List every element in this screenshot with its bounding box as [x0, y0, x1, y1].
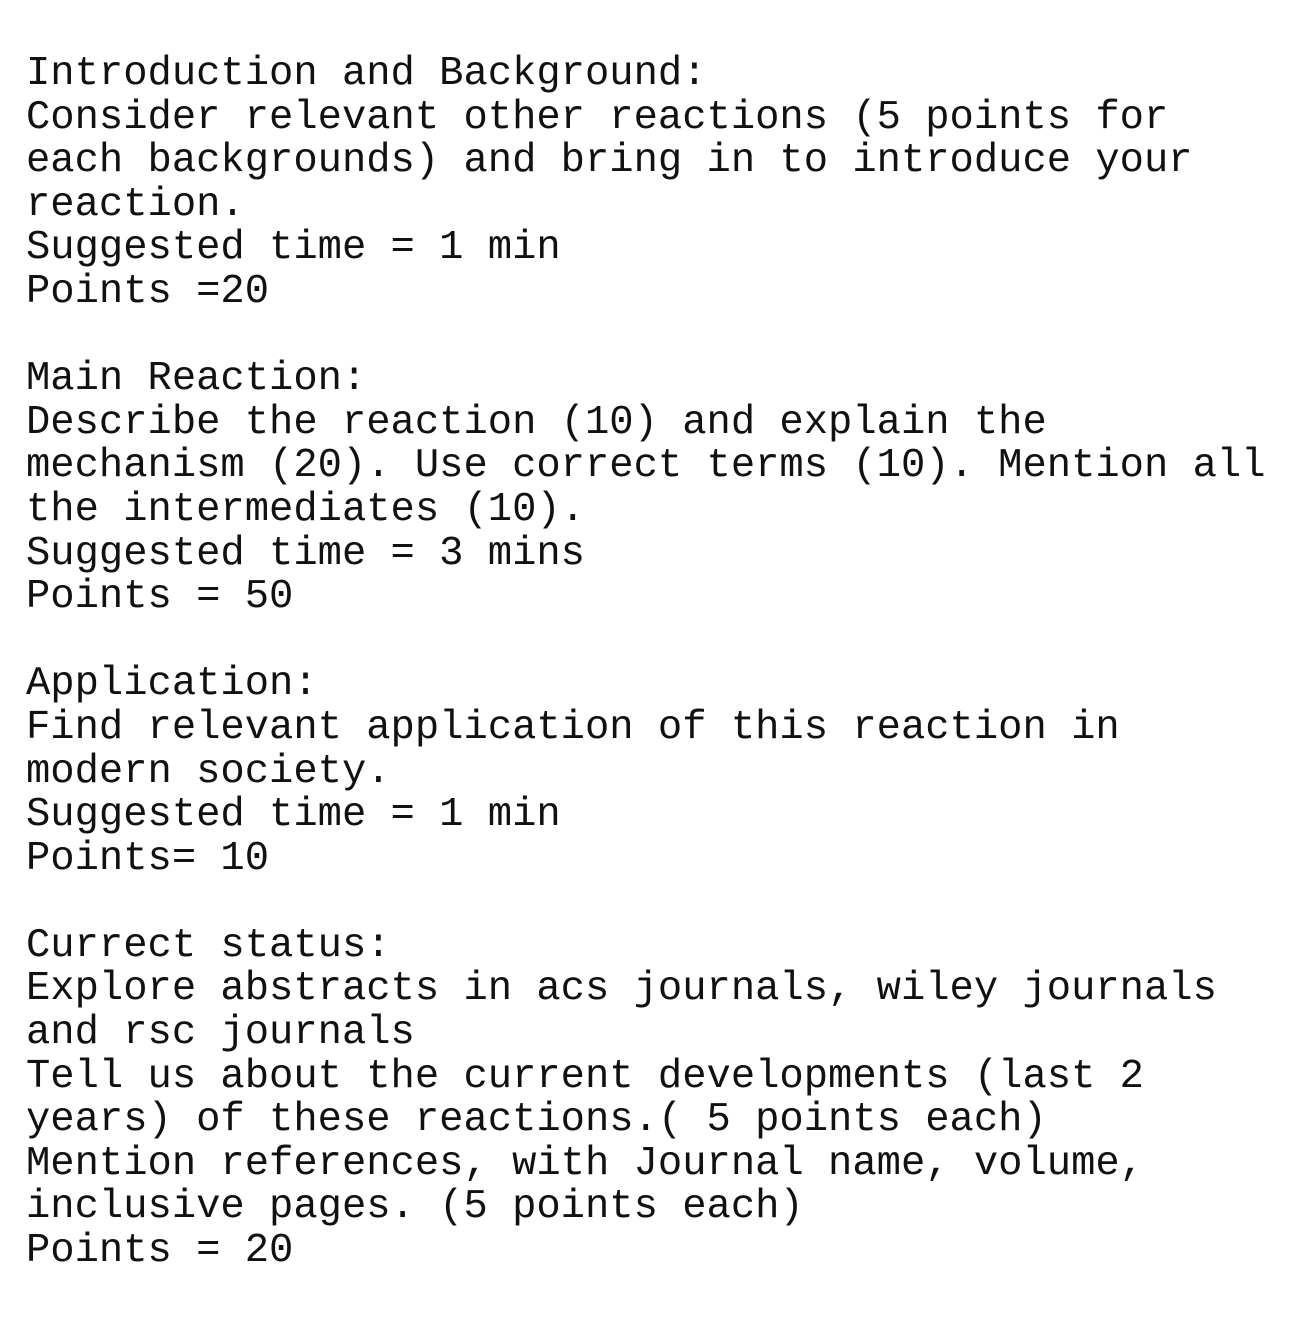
- suggested-time: Suggested time = 1 min: [26, 225, 561, 272]
- text-line: years) of these reactions.( 5 points each): [26, 1097, 1047, 1144]
- assignment-document: [26, 53, 1276, 1317]
- text-line: Explore abstracts in acs journals, wiley journals: [26, 966, 1217, 1013]
- text-line: reaction.: [26, 181, 245, 228]
- text-line: Find relevant application of this reaction in: [26, 704, 1120, 751]
- text-line: and rsc journals: [26, 1010, 415, 1057]
- suggested-time: Suggested time = 1 min: [26, 792, 561, 839]
- text-line: each backgrounds) and bring in to introduce your: [26, 138, 1193, 185]
- section-heading: Main Reaction:: [26, 356, 367, 403]
- text-line: modern society.: [26, 748, 391, 795]
- text-line: the intermediates (10).: [26, 486, 585, 533]
- section-current-status: [26, 922, 1276, 1275]
- text-line: inclusive pages. (5 points each): [26, 1184, 804, 1231]
- text-line: Consider relevant other reactions (5 points for: [26, 94, 1169, 141]
- points: Points = 50: [26, 574, 294, 621]
- section-heading: Introduction and Background:: [26, 51, 707, 97]
- section-introduction: [26, 53, 1276, 315]
- text-line: Describe the reaction (10) and explain the: [26, 399, 1047, 446]
- text-line: mechanism (20). Use correct terms (10). Mention all: [26, 443, 1266, 490]
- text-line: Mention references, with Journal name, volume,: [26, 1140, 1144, 1187]
- section-heading: Currect status:: [26, 922, 391, 969]
- section-main-reaction: [26, 358, 1276, 620]
- section-application: [26, 663, 1276, 881]
- suggested-time: Suggested time = 3 mins: [26, 530, 585, 577]
- section-heading: Application:: [26, 661, 318, 708]
- points: Points =20: [26, 268, 270, 315]
- points: Points = 20: [26, 1228, 294, 1275]
- points: Points= 10: [26, 835, 270, 882]
- text-line: Tell us about the current developments (last 2: [26, 1053, 1144, 1100]
